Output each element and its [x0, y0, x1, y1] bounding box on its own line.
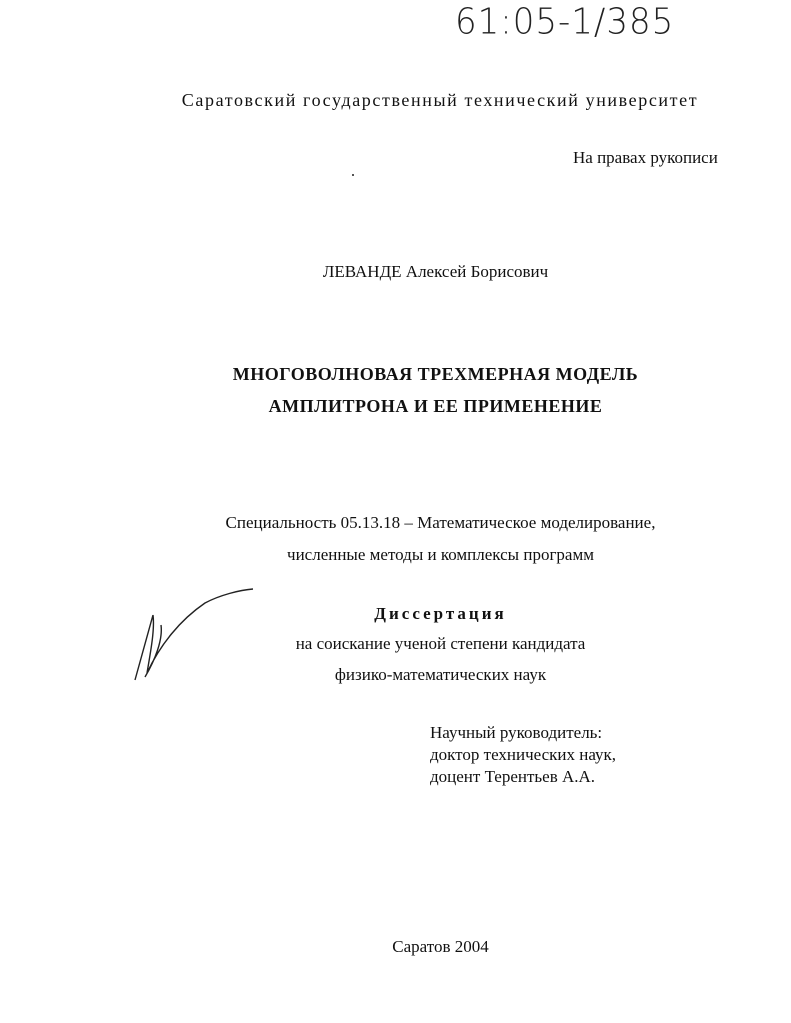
- supervisor-label: Научный руководитель:: [430, 723, 603, 742]
- signature-icon: [125, 585, 265, 690]
- thesis-title-line-1: МНОГОВОЛНОВАЯ ТРЕХМЕРНАЯ МОДЕЛЬ: [232, 364, 639, 384]
- supervisor-name: доцент Терентьев А.А.: [430, 767, 596, 786]
- city-year: Саратов 2004: [392, 937, 489, 956]
- rights-note: На правах рукописи: [573, 148, 718, 167]
- degree-line-1: на соискание ученой степени кандидата: [295, 634, 586, 653]
- supervisor-degree: доктор технических наук,: [430, 745, 617, 764]
- speck: [352, 174, 354, 176]
- document-type: Диссертация: [374, 604, 507, 623]
- specialty-line-2: численные методы и комплексы программ: [287, 545, 594, 564]
- handwritten-archive-number: 61:05-1/385: [455, 1, 675, 43]
- thesis-title-line-2: АМПЛИТРОНА И ЕЕ ПРИМЕНЕНИЕ: [268, 396, 603, 416]
- university-name: Саратовский государственный технический университет: [181, 90, 699, 110]
- author-name: ЛЕВАНДЕ Алексей Борисович: [322, 262, 549, 281]
- specialty-line-1: Специальность 05.13.18 – Математическое моделирование,: [225, 513, 656, 532]
- degree-line-2: физико-математических наук: [334, 665, 547, 684]
